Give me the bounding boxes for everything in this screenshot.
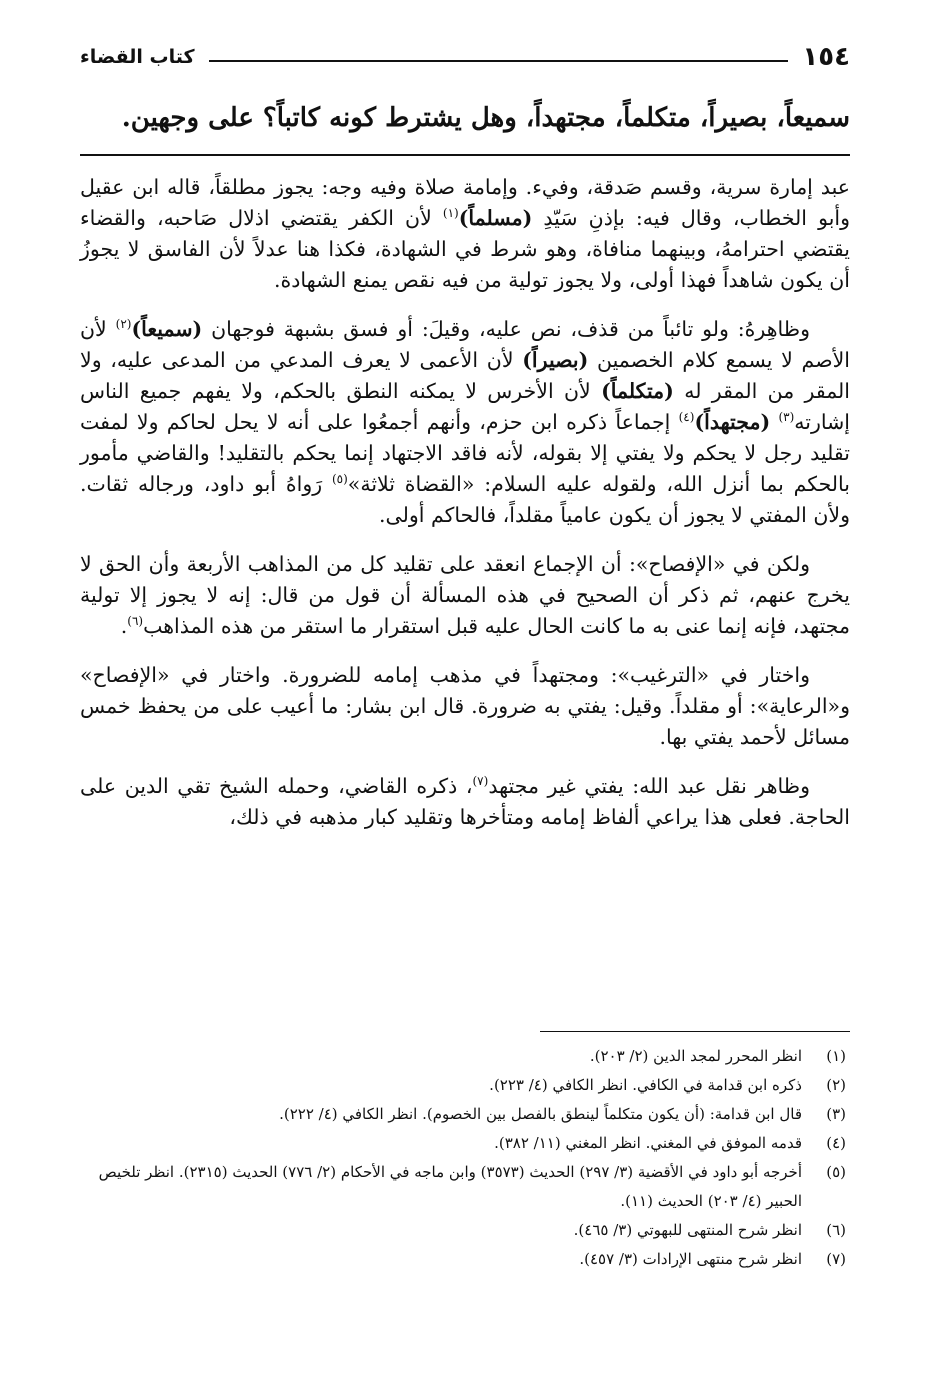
commentary-body — [80, 172, 850, 851]
footnote-number: (٦) — [826, 1221, 846, 1239]
matn-quote: (سميعاً) — [131, 317, 203, 341]
footnote-number: (١) — [826, 1047, 846, 1065]
matn-quote: (مسلماً) — [458, 206, 533, 230]
footnote-text: انظر شرح منتهى الإرادات (٣/ ٤٥٧). — [579, 1250, 802, 1268]
matn-divider — [80, 154, 850, 156]
footnote-text: انظر شرح المنتهى للبهوتي (٣/ ٤٦٥). — [573, 1221, 802, 1239]
footnote — [80, 1129, 850, 1158]
page-number: ١٥٤ — [802, 42, 850, 72]
footnote-number: (٤) — [826, 1134, 846, 1152]
footnote-ref: (٣) — [778, 410, 795, 425]
text-run: لأن الكفر يقتضي اذلال صَاحبه، والقضاء يقتضي احترامهُ، وبينهما منافاة، وهو شرط في الشهادة، فكذا هنا عدلاً لأن الفاسق لا يجوزُ أن يكون شاهداً فهذا أولى، ولا يجوز تولية من فيه نقص يمنع الشهادة. — [80, 206, 850, 292]
footnote — [80, 1100, 850, 1129]
footnote-text: أخرجه أبو داود في الأقضية (٣/ ٢٩٧) الحديث (٣٥٧٣) وابن ماجه في الأحكام (٢/ ٧٧٦) الحديث (٢٣١٥). انظر تلخيص الحبير (٤/ ٢٠٣) الحديث (١١). — [98, 1163, 802, 1210]
matn-quote: (بصيراً) — [522, 348, 589, 372]
paragraph — [80, 172, 850, 296]
footnote-text: ذكره ابن قدامة في الكافي. انظر الكافي (٤/ ٢٢٣). — [489, 1076, 802, 1094]
text-run: واختار في «الترغيب»: ومجتهداً في مذهب إمامه للضرورة. واختار في «الإفصاح» و«الرعاية»: أو مقلداً. وقيل: يفتي به ضرورة. قال ابن بشار: ما أعيب على من يحفظ خمس مسائل لأحمد يفتي بها. — [80, 663, 850, 749]
text-run: رَواهُ أبو داود، ورجاله ثقات. ولأن المفتي لا يجوز أن يكون عامياً مقلداً، فالحاكم أولى. — [80, 472, 850, 527]
text-run: لأن الأخرس لا يمكنه النطق بالحكم، ولا يفهم جميع الناس إشارته — [80, 379, 850, 434]
paragraph — [80, 771, 850, 833]
paragraph — [80, 549, 850, 642]
text-run: عبد إمارة سرية، وقسم صَدقة، وفيء. وإمامة صلاة وفيه وجه: يجوز مطلقاً، قاله ابن عقيل وأبو الخطاب، وقال فيه: بإذنِ سَيّدِ — [80, 175, 850, 230]
footnote-ref: (٤) — [678, 410, 695, 425]
footnote — [80, 1245, 850, 1274]
footnote-ref: (١) — [442, 206, 459, 221]
book-page — [80, 0, 850, 1375]
header-rule — [209, 60, 789, 62]
running-header — [80, 40, 850, 74]
matn-text: سميعاً، بصيراً، متكلماً، مجتهداً، وهل يشترط كونه كاتباً؟ على وجهين. — [121, 103, 850, 133]
footnote — [80, 1158, 850, 1216]
footnote-text: قدمه الموفق في المغني. انظر المغني (١١/ ٣٨٢). — [494, 1134, 802, 1152]
footnote-text: انظر المحرر لمجد الدين (٢/ ٢٠٣). — [589, 1047, 802, 1065]
footnote-number: (٧) — [826, 1250, 846, 1268]
text-run: ولكن في «الإفصاح»: أن الإجماع انعقد على تقليد كل من المذاهب الأربعة وأن الحق لا يخرج عنهم، ثم ذكر أن الصحيح في هذه المسألة أن قول من قال: إنه لا يجوز إلا تولية مجتهد، فإنه إنما عنى به ما كانت الحال عليه قبل استقرار ما استقر من هذه المذاهب — [80, 552, 850, 638]
matn-quote: (متكلماً) — [601, 379, 674, 403]
text-run: لأن الأصم لا يسمع كلام الخصمين — [80, 317, 850, 372]
footnote — [80, 1042, 850, 1071]
text-run: لأن الأعمى لا يعرف المدعي من المدعى عليه، ولا المقر من المقر له — [80, 348, 850, 403]
footnote-number: (٥) — [826, 1163, 846, 1181]
footnote-ref: (٧) — [472, 774, 489, 789]
footnotes-list — [80, 1042, 850, 1274]
footnote-number: (٢) — [826, 1076, 846, 1094]
text-run: . — [120, 614, 128, 638]
footnote-ref: (٦) — [127, 614, 144, 629]
text-run: إجماعاً ذكره ابن حزم، وأنهم أجمعُوا على أنه لا يحل لحاكم ولا لمفت تقليد رجل لا يحكم ولا يفتي إلا بقوله، لأنه فاقد الاجتهاد إنما يحكم بالتقليد! والقاضي مأمور بالحكم بما أنزل الله، ولقوله عليه السلام: «القضاة ثلاثة» — [80, 410, 850, 496]
paragraph — [80, 660, 850, 753]
footnote-divider — [540, 1031, 850, 1032]
footnote-number: (٣) — [826, 1105, 846, 1123]
footnote — [80, 1071, 850, 1100]
footnote — [80, 1216, 850, 1245]
footnote-text: قال ابن قدامة: (أن يكون متكلماً لينطق بالفصل بين الخصوم). انظر الكافي (٤/ ٢٢٢). — [279, 1105, 802, 1123]
paragraph — [80, 314, 850, 531]
text-run: ، ذكره القاضي، وحمله الشيخ تقي الدين على الحاجة. فعلى هذا يراعي ألفاظ إمامه ومتأخرها وتقليد كبار مذهبه في ذلك، — [80, 774, 850, 829]
book-title: كتاب القضاء — [80, 46, 195, 68]
matn-quote: (مجتهداً) — [694, 410, 771, 434]
footnote-ref: (٢) — [115, 317, 132, 332]
footnote-ref: (٥) — [331, 472, 348, 487]
text-run: وظاهر نقل عبد الله: يفتي غير مجتهد — [488, 774, 811, 798]
text-run: وظاهِرهُ: ولو تائباً من قذف، نص عليه، وقيلَ: أو فسق بشبهة فوجهان — [202, 317, 810, 341]
